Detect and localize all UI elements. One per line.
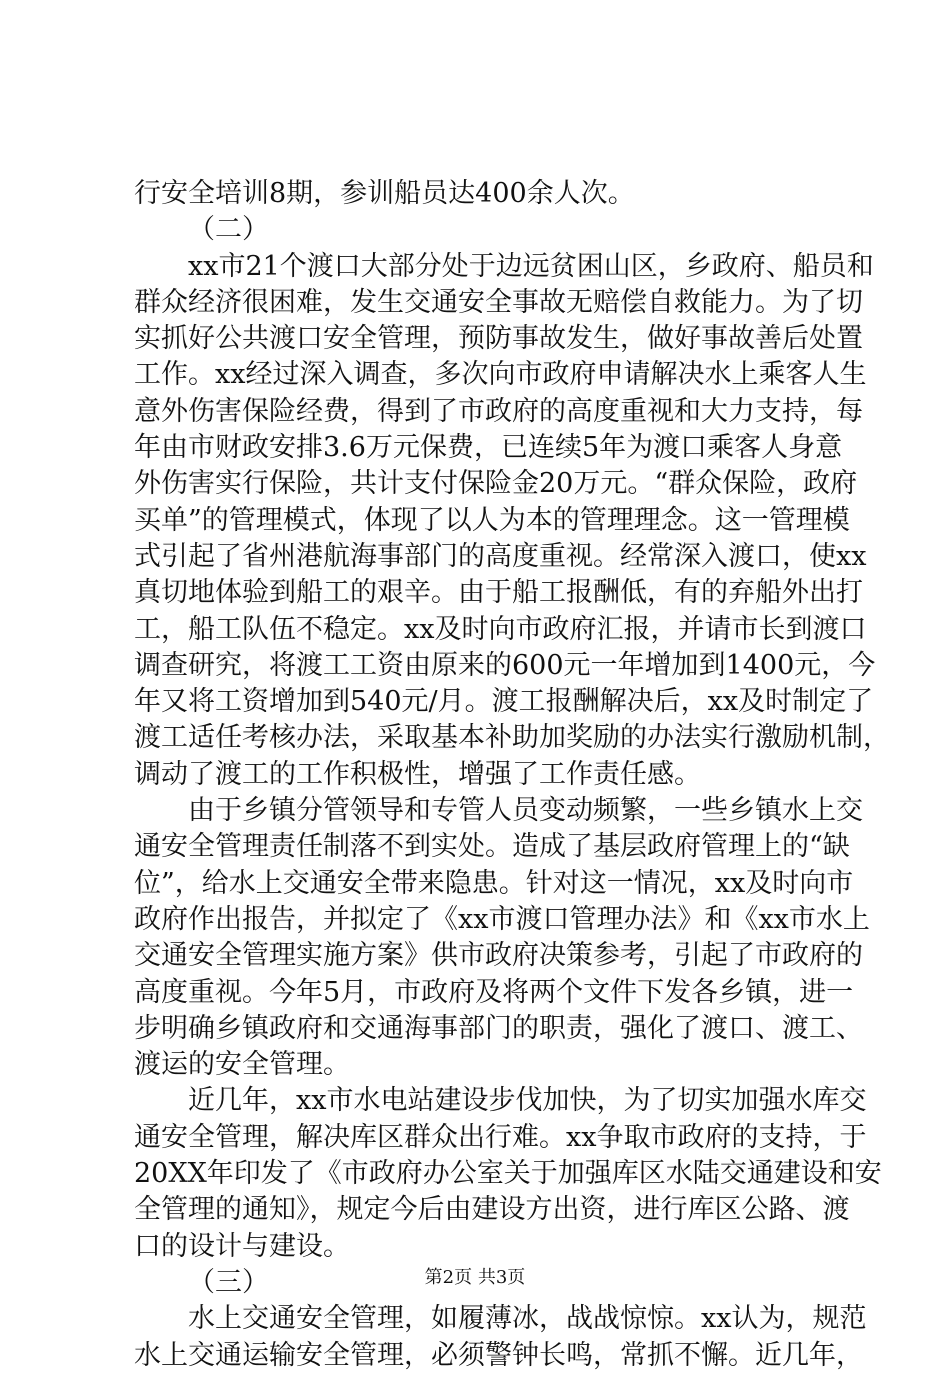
text-line: 外伤害实行保险，共计支付保险金20万元。“群众保险，政府 xyxy=(134,468,858,500)
section-heading: （二） xyxy=(188,214,269,246)
text-line: 政府作出报告，并拟定了《xx市渡口管理办法》和《xx市水上 xyxy=(134,903,870,935)
text-line: 水上交通运输安全管理，必须警钟长鸣，常抓不懈。近几年， xyxy=(134,1339,863,1371)
text-line: 由于乡镇分管领导和专管人员变动频繁，一些乡镇水上交 xyxy=(188,795,863,827)
text-line: 近几年，xx市水电站建设步伐加快，为了切实加强水库交 xyxy=(188,1085,867,1117)
text-line: 年由市财政安排3.6万元保费，已连续5年为渡口乘客人身意 xyxy=(134,432,843,464)
text-line: 高度重视。今年5月，市政府及将两个文件下发各乡镇，进一 xyxy=(134,976,854,1008)
text-line: 渡工适任考核办法，采取基本补助加奖励的办法实行激励机制， xyxy=(134,722,890,754)
text-line: 实抓好公共渡口安全管理，预防事故发生，做好事故善后处置 xyxy=(134,323,863,355)
text-line: 群众经济很困难，发生交通安全事故无赔偿自救能力。为了切 xyxy=(134,286,863,318)
text-line: 步明确乡镇政府和交通海事部门的职责，强化了渡口、渡工、 xyxy=(134,1012,863,1044)
text-line: 工作。xx经过深入调查，多次向市政府申请解决水上乘客人生 xyxy=(134,359,867,391)
text-line: 20XX年印发了《市政府办公室关于加强库区水陆交通建设和安 xyxy=(134,1158,882,1190)
text-line: 通安全管理责任制落不到实处。造成了基层政府管理上的“缺 xyxy=(134,831,850,863)
text-line: 渡运的安全管理。 xyxy=(134,1049,350,1081)
text-line: 交通安全管理实施方案》供市政府决策参考，引起了市政府的 xyxy=(134,940,863,972)
text-line: 行安全培训8期，参训船员达400余人次。 xyxy=(134,178,635,209)
text-line: 买单”的管理模式，体现了以人为本的管理理念。这一管理模 xyxy=(134,504,850,536)
section-heading: （三） xyxy=(188,1266,269,1298)
text-line: 口的设计与建设。 xyxy=(134,1230,350,1262)
text-line: 式引起了省州港航海事部门的高度重视。经常深入渡口，使xx xyxy=(134,540,867,572)
text-line: 年又将工资增加到540元/月。渡工报酬解决后，xx及时制定了 xyxy=(134,686,874,718)
text-line: xx市21个渡口大部分处于边远贫困山区，乡政府、船员和 xyxy=(188,250,874,282)
text-line: 工，船工队伍不稳定。xx及时向市政府汇报，并请市长到渡口 xyxy=(134,613,867,645)
page-number: 第2页 共3页 xyxy=(424,1267,526,1288)
document-body xyxy=(134,176,890,1374)
text-line: 意外伤害保险经费，得到了市政府的高度重视和大力支持，每 xyxy=(134,395,863,427)
text-line: 真切地体验到船工的艰辛。由于船工报酬低，有的弃船外出打 xyxy=(134,577,863,609)
text-line: 位”，给水上交通安全带来隐患。针对这一情况，xx及时向市 xyxy=(134,867,854,899)
text-line: 调动了渡工的工作积极性，增强了工作责任感。 xyxy=(134,758,701,790)
text-line: 全管理的通知》，规定今后由建设方出资，进行库区公路、渡 xyxy=(134,1194,850,1226)
text-line: 通安全管理，解决库区群众出行难。xx争取市政府的支持，于 xyxy=(134,1121,867,1153)
text-line: 水上交通安全管理，如履薄冰，战战惊惊。xx认为，规范 xyxy=(188,1303,867,1335)
text-line: 调查研究，将渡工工资由原来的600元一年增加到1400元，今 xyxy=(134,649,876,681)
